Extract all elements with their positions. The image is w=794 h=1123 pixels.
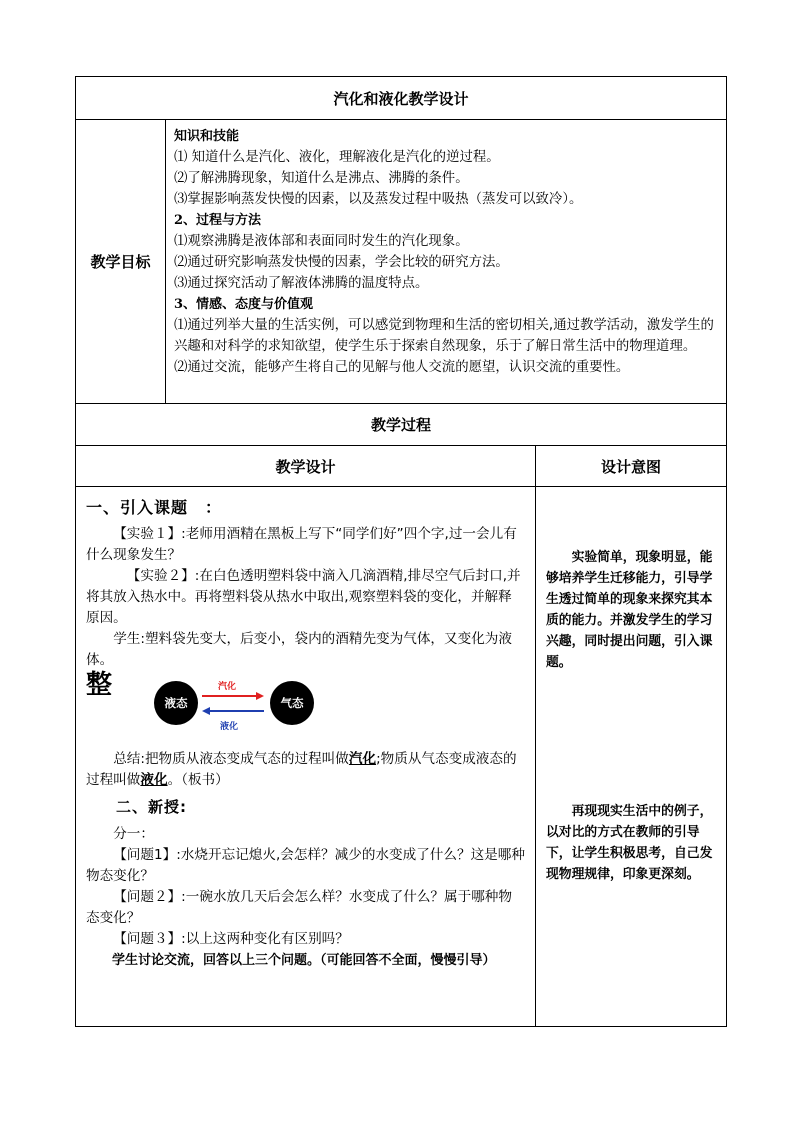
column-header-intent: 设计意图: [536, 446, 727, 487]
state-change-diagram: [86, 670, 525, 735]
goals-heading-process: 2、过程与方法: [174, 213, 262, 228]
student-discussion: 学生讨论交流，回答以上三个问题。（可能回答不全面，慢慢引导）: [112, 953, 496, 968]
summary-text: ;物质从气态变成液态的过程叫做: [86, 751, 517, 788]
state-change-arrows: [200, 689, 266, 719]
experiment-2: 【实验２】:在白色透明塑料袋中滴入几滴酒精,排尽空气后封口,并将其放入热水中。再将塑料袋从热水中取出,观察塑料袋的变化，并解释原因。: [86, 568, 521, 626]
design-content: [76, 487, 536, 1027]
goal-item: ⑶通过探究活动了解液体沸腾的温度特点。: [174, 276, 429, 291]
goal-item: ⑵通过研究影响蒸发快慢的因素，学会比较的研究方法。: [174, 255, 509, 270]
summary-text: 。（板书）: [167, 772, 229, 788]
question-3: 【问题３】:以上这两种变化有区别吗？: [113, 931, 349, 947]
goals-label: 教学目标: [76, 120, 166, 404]
term-vaporization: 汽化: [348, 751, 377, 767]
process-title: 教学过程: [76, 404, 727, 446]
gas-state-circle: 气态: [270, 681, 314, 725]
goal-item: ⑴观察沸腾是液体部和表面同时发生的汽化现象。: [174, 234, 469, 249]
goals-heading-attitude: 3、情感、态度与价值观: [174, 297, 314, 312]
part-label: 分一：: [113, 826, 154, 842]
liquefaction-label: 液化: [220, 722, 239, 732]
column-header-design: 教学设计: [76, 446, 536, 487]
term-liquefaction: 液化: [140, 772, 168, 788]
liquid-state-circle: 液态: [154, 681, 198, 725]
goals-heading-knowledge: 知识和技能: [174, 129, 240, 144]
summary: [86, 749, 525, 791]
student-answer: 学生:塑料袋先变大，后变小，袋内的酒精先变为气体，又变化为液体。: [86, 631, 512, 668]
question-1: 【问题1】:水烧开忘记熄火,会怎样？减少的水变成了什么？这是哪种物态变化？: [86, 847, 525, 884]
goals-content: [166, 120, 727, 404]
goal-item: ⑴通过列举大量的生活实例，可以感觉到物理和生活的密切相关,通过教学活动，激发学生的兴趣和对科学的求知欲望，使学生乐于探索自然现象，乐于了解日常生活中的物理道理。: [174, 318, 714, 354]
intent-content: [536, 487, 727, 1027]
question-2: 【问题２】:一碗水放几天后会怎么样？水变成了什么？属于哪种物态变化？: [86, 889, 512, 926]
vaporization-label: 汽化: [218, 682, 237, 692]
experiment-1: 【实验１】:老师用酒精在黑板上写下“同学们好”四个字,过一会儿有什么现象发生？: [86, 526, 517, 563]
section-intro-heading: 一、引入课题 ：: [86, 498, 223, 517]
section-new-heading: 二、新授:: [116, 798, 187, 816]
lesson-plan-table: [75, 76, 727, 1027]
decorative-character: 整: [86, 670, 113, 700]
goal-item: ⑶掌握影响蒸发快慢的因素，以及蒸发过程中吸热（蒸发可以致冷）。: [174, 192, 583, 207]
intent-note-1: 实验简单，现象明显，能够培养学生迁移能力，引导学生透过简单的现象来探究其本质的能力。并激发学生的学习兴趣，同时提出问题，引入课题。: [546, 550, 713, 670]
intent-note-2: 再现现实生活中的例子，以对比的方式在教师的引导下，让学生积极思考，自己发现物理规律，印象更深刻。: [546, 804, 713, 882]
goal-item: ⑵了解沸腾现象，知道什么是沸点、沸腾的条件。: [174, 171, 469, 186]
liquefy-arrowhead: [202, 707, 210, 715]
vaporize-arrowhead: [256, 692, 264, 700]
summary-text: 总结:把物质从液态变成气态的过程叫做: [113, 751, 349, 767]
goal-item: ⑵通过交流，能够产生将自己的见解与他人交流的愿望，认识交流的重要性。: [174, 360, 630, 375]
document-title: 汽化和液化教学设计: [76, 77, 727, 120]
lesson-plan-page: [75, 76, 726, 1027]
goal-item: ⑴ 知道什么是汽化、液化，理解液化是汽化的逆过程。: [174, 150, 500, 165]
